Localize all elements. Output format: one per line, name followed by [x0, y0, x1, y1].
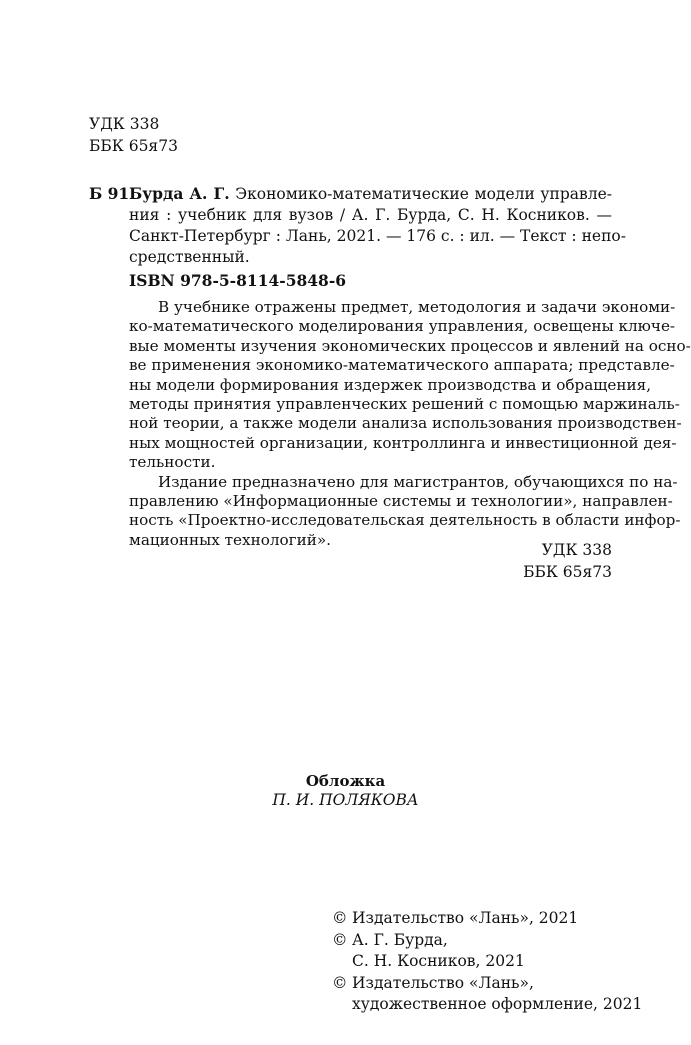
udk-code-top: УДК 338: [89, 115, 160, 133]
annotation-line: мационных технологий».: [129, 530, 331, 549]
copyright-icon: ©: [332, 909, 348, 927]
call-number: Б 91: [89, 184, 130, 203]
annotation-line: ность «Проектно-исследовательская деятельность в области инфор-: [129, 511, 681, 530]
copyright-icon: ©: [332, 973, 348, 992]
annotation-line: тельности.: [129, 453, 216, 472]
bbk-code-bottom: ББК 65я73: [523, 563, 612, 581]
entry-title-text: Экономико-математические модели управле-: [229, 185, 612, 203]
bbk-code-top: ББК 65я73: [89, 137, 178, 155]
bibliographic-entry: [129, 183, 626, 268]
copyright-block: [332, 908, 642, 1016]
annotation: [129, 298, 691, 550]
annotation-line: правлению «Информационные системы и технологии», направлен-: [129, 492, 673, 511]
annotation-line: ны модели формирования издержек производства и обращения,: [129, 375, 652, 394]
cover-label: Обложка: [305, 772, 386, 790]
copyright-line: © А. Г. Бурда,: [332, 930, 642, 952]
copyright-line: © Издательство «Лань»,: [332, 973, 642, 995]
annotation-line: методы принятия управленческих решений с помощью маржиналь-: [129, 395, 680, 414]
copyright-line: © Издательство «Лань», 2021: [332, 908, 642, 930]
cover-designer: П. И. ПОЛЯКОВА: [272, 791, 419, 809]
copyright-line: художественное оформление, 2021: [352, 995, 643, 1013]
annotation-line: Издание предназначено для магистрантов, обучающихся по на-: [158, 472, 678, 491]
annotation-line: ных мощностей организации, контроллинга и инвестиционной дея-: [129, 433, 677, 452]
entry-line-4: средственный.: [129, 248, 250, 266]
entry-line-2: ния : учебник для вузов / А. Г. Бурда, С. Н. Косников. —: [129, 206, 612, 224]
annotation-line: В учебнике отражены предмет, методология и задачи экономи-: [158, 298, 676, 316]
annotation-line: вые моменты изучения экономических процессов и явлений на осно-: [129, 336, 691, 355]
annotation-line: ко-математического моделирования управления, освещены ключе-: [129, 317, 676, 336]
entry-author: Бурда А. Г.: [129, 184, 230, 203]
copyright-icon: ©: [332, 930, 348, 949]
entry-line-1: [129, 183, 612, 205]
annotation-line: ве применения экономико-математического аппарата; представле-: [129, 356, 675, 375]
udk-code-bottom: УДК 338: [541, 541, 612, 559]
annotation-line: ной теории, а также модели анализа использования производствен-: [129, 414, 682, 433]
isbn: ISBN 978-5-8114-5848-6: [129, 271, 347, 290]
entry-line-3: Санкт-Петербург : Лань, 2021. — 176 с. : ил. — Текст : непо-: [129, 227, 626, 245]
copyright-line: С. Н. Косников, 2021: [352, 952, 525, 970]
